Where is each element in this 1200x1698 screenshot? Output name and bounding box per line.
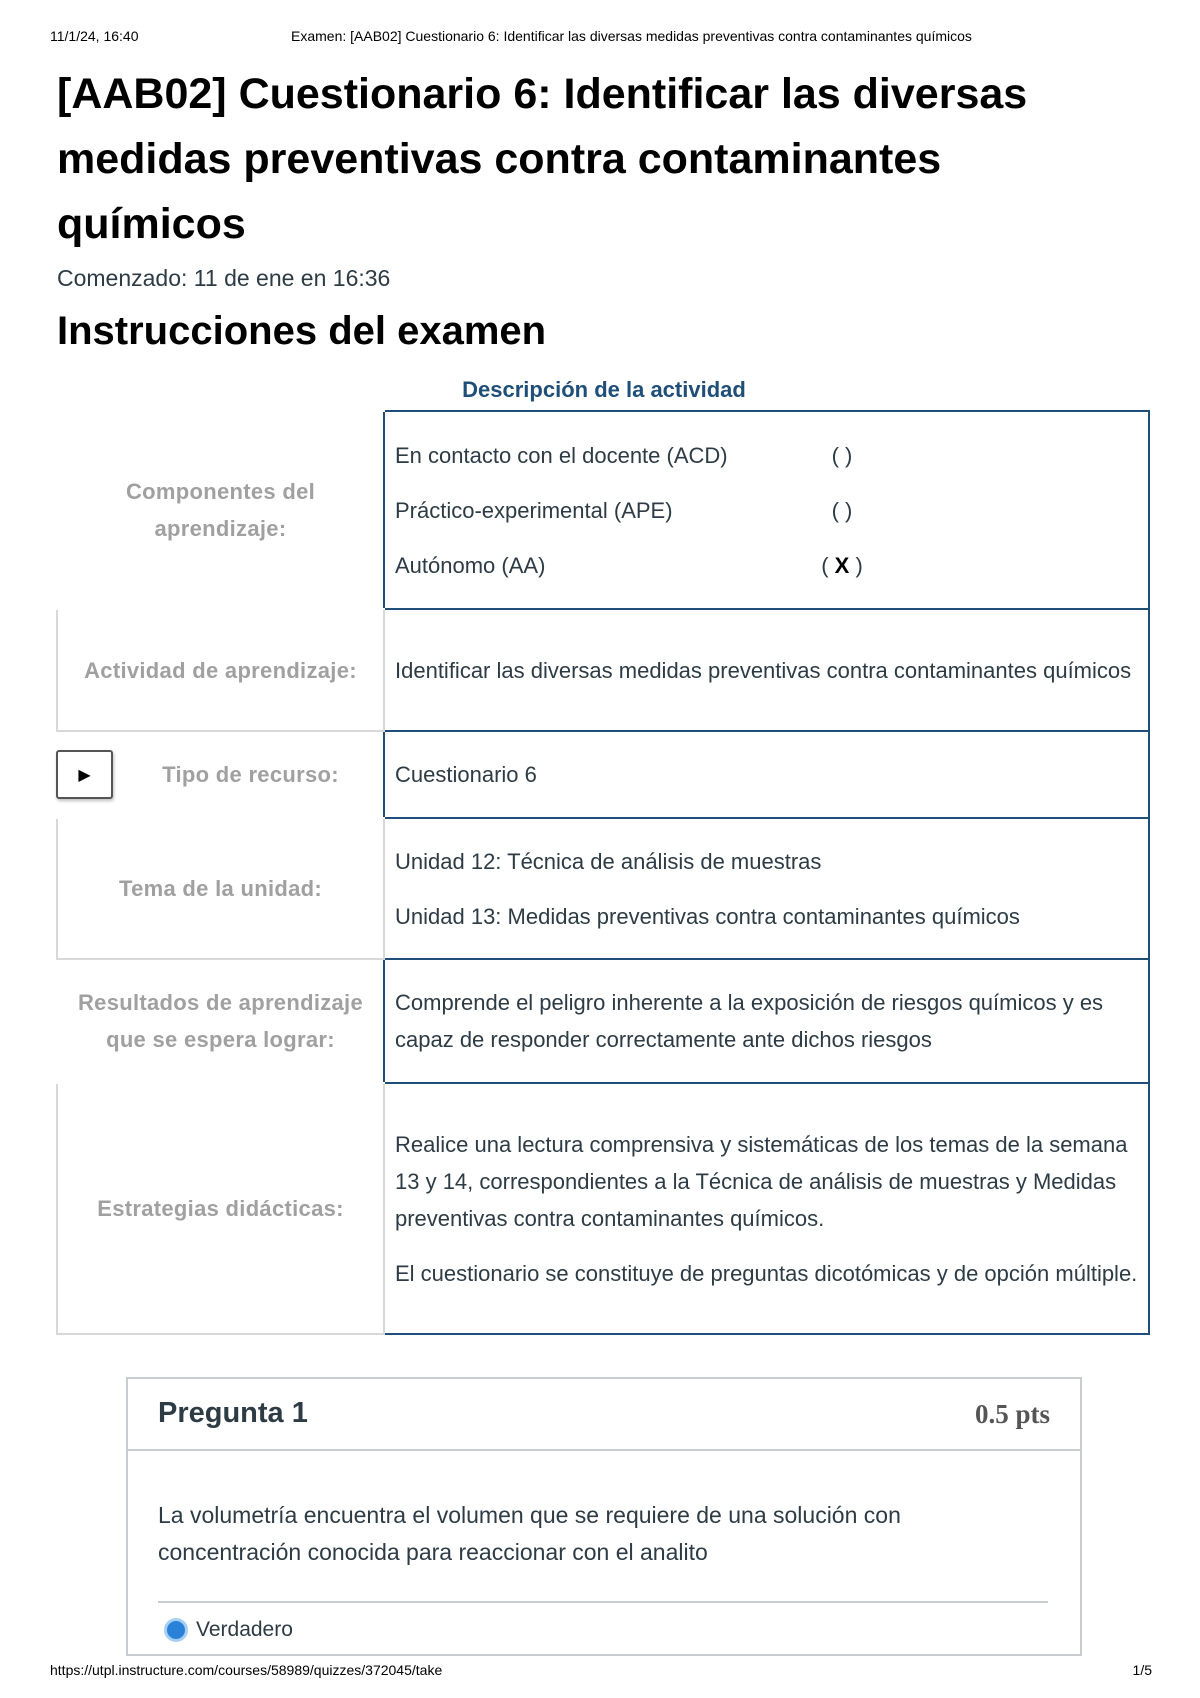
strategies-paragraph: Realice una lectura comprensiva y sistemáticas de los temas de la semana 13 y 14, correspondientes a la Técnica de análisis de muestras y Medidas preventivas contra contaminantes químicos. bbox=[395, 1131, 1128, 1231]
play-button[interactable] bbox=[56, 750, 113, 799]
results-value: Comprende el peligro inherente a la exposición de riesgos químicos y es capaz de responder correctamente ante dichos riesgos bbox=[384, 959, 1149, 1083]
strategies-paragraph: El cuestionario se constituye de preguntas dicotómicas y de opción múltiple. bbox=[395, 1260, 1138, 1286]
answer-option-verdadero[interactable] bbox=[164, 1618, 293, 1642]
question-card bbox=[126, 1377, 1082, 1656]
table-row-unit-topic bbox=[57, 818, 1149, 959]
question-text: La volumetría encuentra el volumen que se requiere de una solución con concentración conocida para reaccionar con el analito bbox=[158, 1502, 901, 1565]
mark-x: X bbox=[834, 552, 850, 578]
question-points: 0.5 pts bbox=[974, 1399, 1050, 1429]
activity-label: Actividad de aprendizaje: bbox=[57, 609, 384, 731]
play-icon: ▶ bbox=[78, 766, 91, 784]
table-row-results bbox=[57, 959, 1149, 1083]
component-item bbox=[395, 428, 1138, 483]
unit-topic-line: Unidad 12: Técnica de análisis de muestras bbox=[395, 848, 822, 874]
print-datetime: 11/1/24, 16:40 bbox=[50, 28, 139, 44]
activity-description-heading: Descripción de la actividad bbox=[462, 377, 746, 402]
page-title: [AAB02] Cuestionario 6: Identificar las diversas medidas preventivas contra contaminantes químicos bbox=[57, 70, 1028, 248]
mark-open: ( bbox=[821, 552, 835, 578]
unit-topic-line: Unidad 13: Medidas preventivas contra contaminantes químicos bbox=[395, 903, 1020, 929]
components-label: Componentes del aprendizaje: bbox=[125, 479, 316, 541]
unit-topic-label: Tema de la unidad: bbox=[57, 818, 384, 959]
resource-value: Cuestionario 6 bbox=[384, 731, 1149, 818]
results-label: Resultados de aprendizaje que se espera lograr: bbox=[77, 990, 364, 1052]
print-page-number: 1/5 bbox=[1132, 1662, 1152, 1678]
table-row-activity bbox=[57, 609, 1149, 731]
strategies-value bbox=[384, 1083, 1149, 1334]
answer-divider bbox=[158, 1601, 1048, 1603]
mark-close: ) bbox=[849, 552, 863, 578]
table-row-strategies bbox=[57, 1083, 1149, 1334]
unit-topic-value bbox=[384, 818, 1149, 959]
question-title: Pregunta 1 bbox=[158, 1397, 308, 1429]
activity-value: Identificar las diversas medidas preventivas contra contaminantes químicos bbox=[384, 609, 1149, 731]
activity-table bbox=[56, 410, 1150, 1335]
question-header bbox=[128, 1379, 1080, 1451]
resource-label: Tipo de recurso: bbox=[162, 762, 339, 787]
component-name: Práctico-experimental (APE) bbox=[395, 497, 673, 523]
strategies-label: Estrategias didácticas: bbox=[57, 1083, 384, 1334]
answer-option-label: Verdadero bbox=[196, 1618, 293, 1641]
component-name: En contacto con el docente (ACD) bbox=[395, 442, 728, 468]
print-footer-url: https://utpl.instructure.com/courses/58989/quizzes/372045/take bbox=[50, 1662, 443, 1678]
table-row-resource bbox=[57, 731, 1149, 818]
started-timestamp: Comenzado: 11 de ene en 16:36 bbox=[57, 265, 391, 291]
component-name: Autónomo (AA) bbox=[395, 552, 546, 578]
instructions-heading: Instrucciones del examen bbox=[57, 309, 547, 353]
component-mark-selected bbox=[807, 547, 877, 584]
table-row-components bbox=[57, 411, 1149, 609]
component-item bbox=[395, 483, 1138, 538]
radio-button[interactable] bbox=[164, 1618, 188, 1642]
component-mark: ( ) bbox=[831, 442, 853, 468]
components-value bbox=[384, 411, 1149, 609]
component-mark: ( ) bbox=[831, 497, 853, 523]
print-header-title: Examen: [AAB02] Cuestionario 6: Identificar las diversas medidas preventivas contra contaminantes químicos bbox=[291, 28, 972, 44]
component-item bbox=[395, 538, 1138, 593]
